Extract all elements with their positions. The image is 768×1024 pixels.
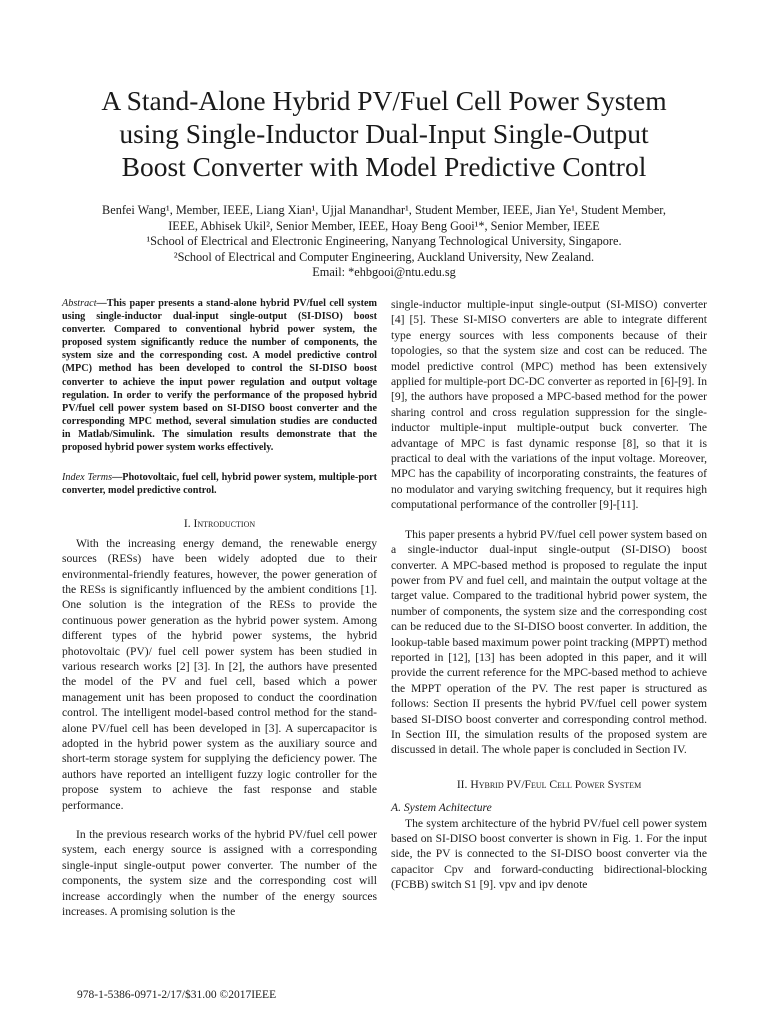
affiliation: ²School of Electrical and Computer Engineering, Auckland University, New Zealand. — [173, 249, 595, 264]
title-line: using Single-Inductor Dual-Input Single-Output — [119, 118, 649, 149]
copyright-footer: 978-1-5386-0971-2/17/$31.00 ©2017IEEE — [77, 989, 277, 1001]
abstract-label: Abstract — [62, 298, 97, 309]
section-heading: I. Introduction — [183, 517, 256, 531]
index-terms — [62, 471, 377, 497]
index-terms-label: Index Terms — [62, 472, 113, 484]
section-heading: II. Hybrid PV/Feul Cell Power System — [456, 777, 642, 791]
abstract — [62, 297, 377, 454]
title-line: Boost Converter with Model Predictive Control — [121, 151, 647, 182]
subsection-heading: A. System Achitecture — [391, 801, 492, 815]
index-terms-text: —Photovoltaic, fuel cell, hybrid power system, multiple-port converter, model predictive control. — [62, 472, 377, 497]
body-paragraph: This paper presents a hybrid PV/fuel cell power system based on a single-inductor dual-input single-output (SI-DISO) boost converter. A MPC-based method is proposed to regulate the input power from PV and fuel cell, and maintain the output voltage at the target value. Compared to the traditional hybrid power system, the number of components, the system size and the corresponding cost can be reduced due to the SI-DISO boost converter. In addition, the lookup-table based maximum power point tracking (MPPT) method reported in [12], [13] has been adopted in this paper, and it will provide the current reference for the MPC-based method to achieve the MPPT operation of the PV. The rest paper is structured as follows: Section II presents the hybrid PV/fuel cell power system based SI-DISO boost converter and corresponding control method. In Section III, the simulation results of the proposed system are discussed in detail. The whole paper is concluded in Section IV. — [391, 527, 707, 757]
right-column — [391, 297, 707, 893]
authors-line: Benfei Wang¹, Member, IEEE, Liang Xian¹, Ujjal Manandhar¹, Student Member, IEEE, Jian Ye¹, Student Member, — [102, 203, 666, 217]
affiliation: ¹School of Electrical and Electronic Engineering, Nanyang Technological University, Singapore. — [146, 234, 622, 248]
contact-email: Email: *ehbgooi@ntu.edu.sg — [312, 265, 456, 279]
body-paragraph: With the increasing energy demand, the renewable energy sources (RESs) have been widely adopted due to their environmental-friendly features, however, the power generation of the RESs is significantly influenced by the ambient conditions [1]. One solution is the integration of the RESs to provide the continuous power generation as the hybrid power system. Among different types of the hybrid power systems, the hybrid photovoltaic (PV)/ fuel cell power system has been studied in various research works [2] [3]. In [2], the authors have presented the model of the PV and fuel cell, based which a power management unit has been proposed to conduct the coordination control. The intelligent model-based control method for the stand-alone PV/fuel cell has been developed in [3]. A supercapacitor is adopted in the hybrid power system as the auxiliary source and short-term storage system for supplying the deficiency power. The authors have reported an intelligent fuzzy logic controller for the propose system to achieve the fast response and stable performance. — [62, 536, 377, 812]
paper-title — [40, 84, 728, 183]
title-line: A Stand-Alone Hybrid PV/Fuel Cell Power System — [101, 85, 667, 116]
body-paragraph: single-inductor multiple-input single-output (SI-MISO) converter [4] [5]. These SI-MISO converters are able to integrate different type energy sources with less components because of their topologies, so that the system size and cost can be reduced. The model predictive control (MPC) method has been extensively applied for multiple-port DC-DC converter as reported in [6]-[9]. In [9], the authors have proposed a MPC-based method for the power sharing control and cross regulation suppression for the single-inductor multiple-input multiple-output buck converter. The advantage of MPC is fast dynamic response [8], so that it is practical to deal with the variations of the input voltage. Moreover, MPC has the capability of incorporating constraints, the features of no modulator and varying switching frequency, but it requires high computational performance of the controller [9]-[11]. — [391, 298, 707, 512]
body-paragraph: In the previous research works of the hybrid PV/fuel cell power system, each energy source is assigned with a corresponding single-input single-output power converter. The number of the components, the system size and the corresponding cost will increase accordingly when the number of the energy sources increases. A promising solution is the — [62, 828, 377, 919]
left-column — [62, 297, 377, 919]
body-paragraph: The system architecture of the hybrid PV/fuel cell power system based on SI-DISO boost converter is shown in Fig. 1. For the input side, the PV is connected to the SI-DISO boost converter via the capacitor Cpv and forward-conducting bidirectional-blocking (FCBB) switch S1 [9]. vpv and ipv denote — [391, 816, 707, 892]
abstract-text: —This paper presents a stand-alone hybrid PV/fuel cell system using single-inductor dual-input single-output (SI-DISO) boost converter. Compared to conventional hybrid power system, the proposed system significantly reduce the number of components, the system size and the corresponding cost. A model predictive control (MPC) method has been developed to control the SI-DISO boost converter to achieve the input power regulation and output voltage regulation. In order to verify the performance of the proposed hybrid PV/fuel cell power system based on SI-DISO boost converter and the corresponding MPC method, several simulation studies are conducted in Matlab/Simulink. The simulation results demonstrate that the proposed hybrid power system works effectively. — [62, 298, 377, 454]
author-block — [60, 203, 708, 281]
authors-line: IEEE, Abhisek Ukil², Senior Member, IEEE, Hoay Beng Gooi¹*, Senior Member, IEEE — [168, 218, 600, 233]
